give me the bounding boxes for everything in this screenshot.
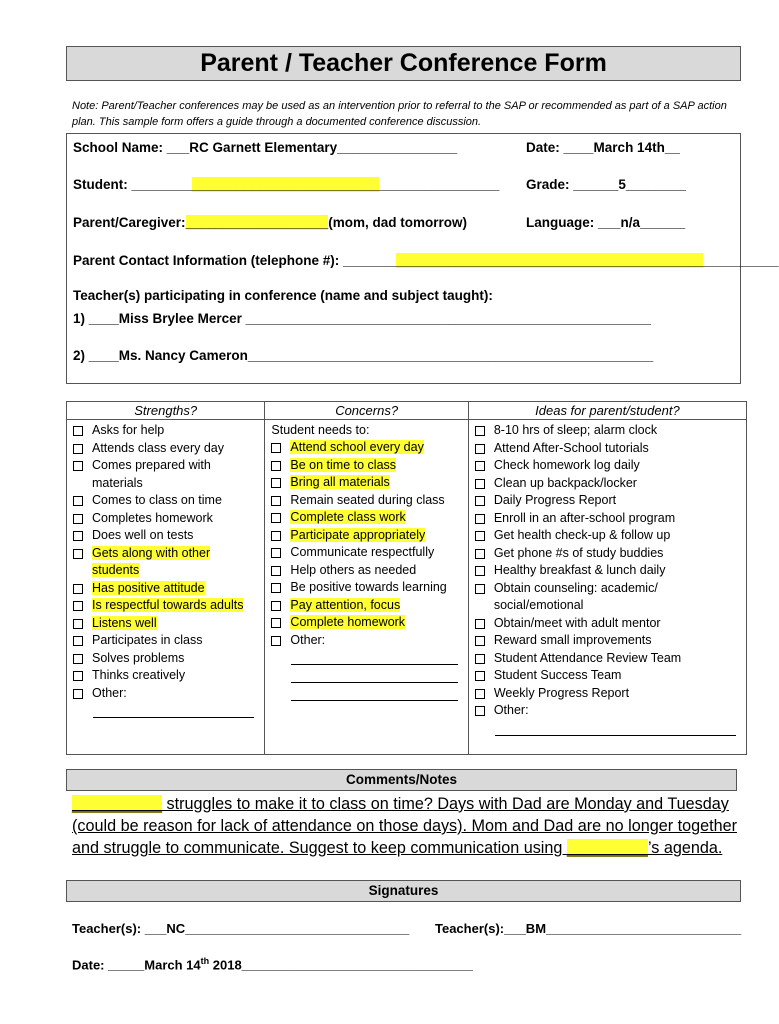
checkbox-icon[interactable] [73, 426, 83, 436]
concerns-item-label: Remain seated during class [290, 492, 445, 507]
checkbox-icon[interactable] [271, 548, 281, 558]
teacher-signature-2[interactable]: Teacher(s):___BM___________________________ [435, 921, 742, 936]
parent-field[interactable]: ___________________ [185, 215, 329, 230]
checkbox-icon[interactable] [475, 531, 485, 541]
checkbox-icon[interactable] [271, 566, 281, 576]
info-section [66, 133, 779, 384]
concerns-item[interactable] [271, 527, 461, 545]
concerns-item[interactable] [271, 492, 461, 510]
ideas-heading: Ideas for parent/student? [469, 402, 746, 420]
form-note: Note: Parent/Teacher conferences may be used as an intervention prior to referral to the SAP or recommended as part of a SAP action plan. This sample form offers a guide through a documented conference discussion. [72, 100, 727, 128]
concerns-item[interactable] [271, 579, 461, 597]
student-label: Student: [73, 177, 132, 192]
ideas-item-label: Attend After-School tutorials [493, 440, 649, 455]
parent-value: (mom, dad tomorrow) [328, 215, 467, 230]
ideas-item[interactable] [475, 475, 740, 493]
strengths-item[interactable] [73, 527, 258, 545]
strengths-item[interactable] [73, 667, 258, 685]
checkbox-icon[interactable] [271, 478, 281, 488]
strengths-item[interactable] [73, 580, 258, 598]
ideas-item-label: Student Success Team [493, 668, 622, 682]
checkbox-icon[interactable] [475, 619, 485, 629]
concerns-item-label: Be positive towards learning [290, 580, 447, 594]
strengths-item-label: Completes homework [92, 510, 213, 525]
checkbox-icon[interactable] [475, 496, 485, 506]
strengths-item-label: Solves problems [92, 650, 185, 665]
strengths-item[interactable] [73, 632, 258, 650]
ideas-item[interactable] [475, 685, 740, 703]
strengths-heading: Strengths? [67, 402, 264, 420]
concerns-item[interactable] [271, 457, 461, 475]
checkbox-icon[interactable] [271, 618, 281, 628]
concerns-item-label: Be on time to class [290, 457, 397, 472]
strengths-item[interactable] [73, 650, 258, 668]
ideas-item-label: Check homework log daily [493, 458, 640, 472]
checkbox-icon[interactable] [475, 689, 485, 699]
ideas-item[interactable] [475, 650, 740, 668]
concerns-item[interactable] [271, 474, 461, 492]
checkbox-icon[interactable] [271, 601, 281, 611]
ideas-item-label: Reward small improvements [493, 633, 652, 647]
ideas-item-label: Healthy breakfast & lunch daily [493, 563, 666, 577]
checkbox-icon[interactable] [73, 496, 83, 506]
checkbox-icon[interactable] [271, 636, 281, 646]
ideas-list [469, 420, 746, 740]
checkbox-icon[interactable] [73, 444, 83, 454]
concerns-item-label: Help others as needed [290, 562, 417, 577]
strengths-item-label: Other: [92, 685, 127, 700]
comments-blank-2: _________ [566, 839, 648, 857]
strengths-item-label: Asks for help [92, 423, 165, 437]
form-title: Parent / Teacher Conference Form [66, 46, 741, 81]
checkbox-icon[interactable] [73, 654, 83, 664]
checkbox-icon[interactable] [73, 584, 83, 594]
checkbox-icon[interactable] [73, 636, 83, 646]
date-field[interactable]: ____March 14th__ [563, 140, 680, 155]
concerns-other-blank[interactable] [291, 687, 457, 701]
checkbox-icon[interactable] [475, 479, 485, 489]
checklist-table [66, 401, 747, 755]
comments-heading: Comments/Notes [66, 769, 737, 791]
contact-label: Parent Contact Information (telephone #): [73, 253, 344, 268]
concerns-item[interactable] [271, 562, 461, 580]
teacher-signature-1[interactable]: Teacher(s): ___NC_______________________________ [72, 921, 410, 936]
student-row [73, 177, 499, 192]
strengths-item-label: Has positive attitude [92, 580, 205, 595]
concerns-list [265, 420, 467, 705]
signature-date[interactable]: Date: _____March 14th 2018________________________________ [72, 956, 474, 973]
strengths-item[interactable] [73, 615, 258, 633]
student-field[interactable]: _________________________________________________ [131, 177, 500, 192]
ideas-item-label: Student Attendance Review Team [493, 650, 682, 665]
concerns-item-label: Participate appropriately [290, 527, 426, 542]
concerns-item-label: Communicate respectfully [290, 545, 435, 559]
strengths-item-label: Attends class every day [92, 440, 225, 455]
concerns-item-label: Pay attention, focus [290, 597, 401, 612]
checkbox-icon[interactable] [73, 514, 83, 524]
checkbox-icon[interactable] [73, 671, 83, 681]
comments-blank-1: __________ [72, 795, 163, 813]
school-name-label: School Name: [73, 140, 167, 155]
grade-row [526, 177, 686, 192]
ideas-item[interactable] [475, 422, 740, 440]
teachers-label: Teacher(s) participating in conference (name and subject taught): [73, 288, 493, 303]
comments-text-1: struggles to make it to class on time? Days with Dad are Monday and [162, 795, 668, 813]
strengths-item[interactable] [73, 457, 258, 492]
grade-field[interactable]: ______5________ [573, 177, 686, 192]
comments-text[interactable] [72, 793, 737, 859]
ideas-item-label: Get phone #s of study buddies [493, 545, 664, 560]
ideas-other-blank[interactable] [495, 722, 736, 736]
ideas-item[interactable] [475, 702, 740, 720]
ideas-item-label: Enroll in an after-school program [493, 510, 676, 525]
ideas-item-label: 8-10 hrs of sleep; alarm clock [493, 423, 658, 437]
concerns-item[interactable] [271, 439, 461, 457]
contact-field[interactable]: __________________________________________________________ [343, 253, 779, 268]
concerns-item-label: Attend school every day [290, 440, 424, 454]
concerns-heading: Concerns? [265, 402, 467, 420]
strengths-item-label: Comes to class on time [92, 493, 222, 507]
ideas-item[interactable] [475, 562, 740, 580]
strengths-other-blank[interactable] [93, 704, 254, 718]
ideas-item[interactable] [475, 492, 740, 510]
ideas-item-label: Daily Progress Report [493, 493, 617, 507]
checkbox-icon[interactable] [475, 654, 485, 664]
strengths-item-label: Listens well [92, 615, 157, 630]
strengths-item-label: Participates in class [92, 633, 203, 647]
checkbox-icon[interactable] [73, 619, 83, 629]
checkbox-icon[interactable] [475, 549, 485, 559]
ideas-item[interactable] [475, 440, 740, 458]
teacher-1-field[interactable]: 1) ____Miss Brylee Mercer ______________________________________________________ [73, 311, 652, 326]
concerns-column [265, 402, 468, 754]
checkbox-icon[interactable] [475, 636, 485, 646]
checkbox-icon[interactable] [475, 426, 485, 436]
strengths-item[interactable] [73, 492, 258, 510]
strengths-item[interactable] [73, 510, 258, 528]
grade-label: Grade: [526, 177, 574, 192]
checkbox-icon[interactable] [271, 513, 281, 523]
teacher-2-field[interactable]: 2) ____Ms. Nancy Cameron______________________________________________________ [73, 348, 654, 363]
concerns-item-label: Complete homework [290, 615, 406, 629]
checkbox-icon[interactable] [73, 461, 83, 471]
checkbox-icon[interactable] [73, 689, 83, 699]
ideas-item[interactable] [475, 580, 740, 615]
ideas-item[interactable] [475, 667, 740, 685]
comments-text-2: Tuesday (could be reason for lack of attendance on those days). Mom and Dad are no longer together and struggle to communicate. Suggest to keep communication using [72, 795, 737, 857]
strengths-item-label: Gets along with other students [92, 545, 211, 577]
strengths-item[interactable] [73, 440, 258, 458]
checkbox-icon[interactable] [475, 671, 485, 681]
strengths-list [67, 420, 264, 722]
concerns-item[interactable] [271, 632, 461, 650]
language-row [526, 215, 685, 230]
checkbox-icon[interactable] [475, 566, 485, 576]
parent-label: Parent/Caregiver: [73, 215, 186, 230]
checkbox-icon[interactable] [271, 531, 281, 541]
language-label: Language: [526, 215, 599, 230]
checkbox-icon[interactable] [271, 496, 281, 506]
concerns-item-label: Bring all materials [290, 475, 390, 489]
strengths-item[interactable] [73, 685, 258, 703]
comments-text-3: ’s agenda. [647, 839, 723, 857]
checkbox-icon[interactable] [475, 584, 485, 594]
strengths-item[interactable] [73, 545, 258, 580]
checkbox-icon[interactable] [271, 461, 281, 471]
checkbox-icon[interactable] [73, 531, 83, 541]
concerns-other-blank[interactable] [291, 669, 457, 683]
parent-row [73, 215, 467, 230]
ideas-column [469, 402, 746, 754]
concerns-item[interactable] [271, 544, 461, 562]
ideas-item-label: Other: [493, 703, 529, 717]
checkbox-icon[interactable] [475, 514, 485, 524]
concerns-item[interactable] [271, 509, 461, 527]
ideas-item[interactable] [475, 457, 740, 475]
checkbox-icon[interactable] [475, 461, 485, 471]
ideas-item-label: Weekly Progress Report [493, 685, 630, 700]
checkbox-icon[interactable] [475, 706, 485, 716]
ideas-item[interactable] [475, 510, 740, 528]
ideas-item-label: Obtain/meet with adult mentor [493, 615, 661, 630]
strengths-item-label: Thinks creatively [92, 668, 186, 682]
ideas-item[interactable] [475, 615, 740, 633]
ideas-item-label: Obtain counseling: academic/ social/emotional [493, 580, 658, 612]
concerns-item-label: Other: [290, 632, 326, 647]
checkbox-icon[interactable] [73, 601, 83, 611]
contact-row [73, 253, 779, 268]
date-label: Date: [526, 140, 564, 155]
concerns-other-blank[interactable] [291, 651, 457, 665]
language-field[interactable]: ___n/a______ [598, 215, 686, 230]
strengths-column [67, 402, 265, 754]
school-name-field[interactable]: ___RC Garnett Elementary________________ [166, 140, 458, 155]
checkbox-icon[interactable] [271, 583, 281, 593]
strengths-item[interactable] [73, 597, 258, 615]
concerns-subhead: Student needs to: [271, 423, 370, 437]
checkbox-icon[interactable] [271, 443, 281, 453]
concerns-item[interactable] [271, 614, 461, 632]
strengths-item[interactable] [73, 422, 258, 440]
checkbox-icon[interactable] [73, 549, 83, 559]
signatures-heading: Signatures [66, 880, 741, 902]
school-name-row [73, 140, 457, 155]
strengths-item-label: Does well on tests [92, 528, 194, 542]
ideas-item[interactable] [475, 545, 740, 563]
date-row [526, 140, 680, 155]
ideas-item[interactable] [475, 632, 740, 650]
ideas-item[interactable] [475, 527, 740, 545]
ideas-item-label: Get health check-up & follow up [493, 528, 671, 542]
concerns-item[interactable] [271, 597, 461, 615]
concerns-item-label: Complete class work [290, 510, 406, 524]
strengths-item-label: Comes prepared with materials [92, 458, 211, 490]
checkbox-icon[interactable] [475, 444, 485, 454]
ideas-item-label: Clean up backpack/locker [493, 475, 637, 490]
strengths-item-label: Is respectful towards adults [92, 598, 244, 612]
